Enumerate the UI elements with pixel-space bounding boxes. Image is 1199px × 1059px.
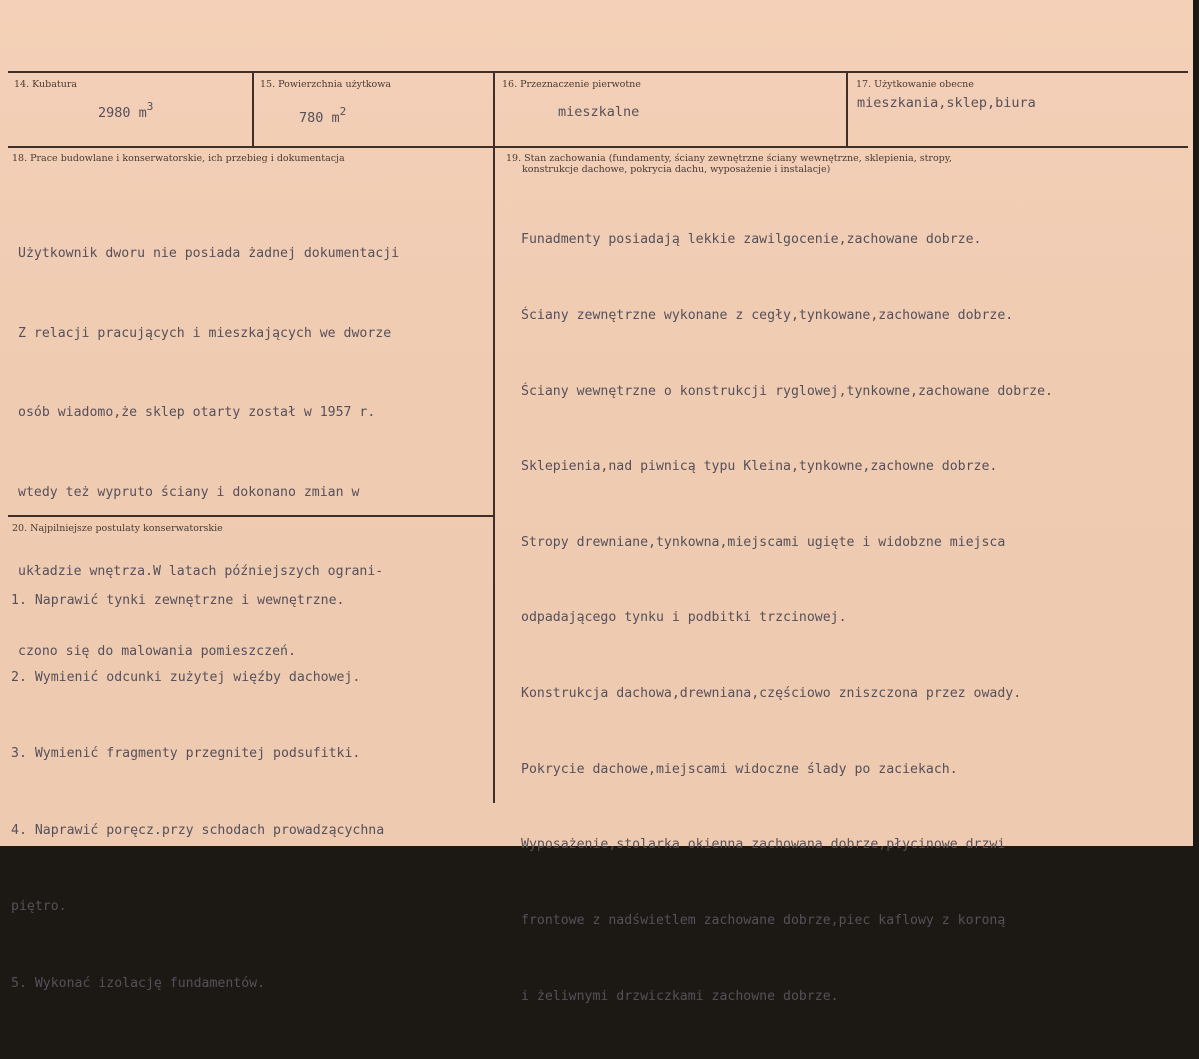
field-19-label-line-1: 19. Stan zachowania (fundamenty, ściany zewnętrzne ściany wewnętrzne, sklepienia, stropy, [506, 153, 952, 164]
top-rule [8, 71, 1188, 73]
field-14-value [98, 100, 153, 121]
field-20-line: 3. Wymienić fragmenty przegnitej podsufitki. [11, 746, 361, 761]
field-19-line: Konstrukcja dachowa,drewniana,częściowo zniszczona przez owady. [521, 686, 1022, 702]
field-19-line: Stropy drewniane,tynkowna,miejscami ugięte i widobzne miejsca [521, 534, 1006, 550]
field-20-line: 2. Wymienić odcunki zużytej więźby dachowej. [11, 669, 361, 685]
field-18-line: czono się do malowania pomieszczeń. [18, 643, 296, 659]
field-19-line: Sklepienia,nad piwnicą typu Kleina,tynkowne,zachowne dobrze. [521, 459, 998, 475]
row-divider [8, 146, 1188, 148]
field-15-number: 780 m [299, 110, 340, 126]
field-19-line: Wyposażenie,stolarka okienna zachowana dobrze,płycinowe drzwi [521, 837, 1006, 853]
col-divider-16-17 [846, 72, 848, 147]
field-17-label: 17. Użytkowanie obecne [856, 79, 974, 90]
field-18-label: 18. Prace budowlane i konserwatorskie, ich przebieg i dokumentacja [12, 153, 345, 164]
field-16-label: 16. Przeznaczenie pierwotne [502, 79, 641, 90]
field-15-value [299, 105, 346, 126]
field-19-line: frontowe z nadświetlem zachowane dobrze,piec kaflowy z koroną [521, 912, 1006, 928]
field-19-line: Pokrycie dachowe,miejscami widoczne ślady po zaciekach. [521, 761, 958, 777]
field-14-unit-superscript: 3 [146, 100, 154, 113]
field-18-line: wtedy też wypruto ściany i dokonano zmian w [18, 484, 360, 500]
field-19-line: Ściany wewnętrzne o konstrukcji ryglowej,tynkowne,zachowane dobrze. [521, 383, 1053, 399]
field-20-line: piętro. [11, 899, 67, 914]
field-18-line: Użytkownik dworu nie posiada żadnej dokumentacji [18, 246, 400, 261]
field-18-line: układzie wnętrza.W latach późniejszych ograni- [18, 564, 384, 579]
field-19-line: i żeliwnymi drzwiczkami zachowne dobrze. [521, 988, 839, 1004]
field-14-number: 2980 m [98, 105, 147, 121]
field-20-text [11, 537, 384, 1047]
field-18-line: Z relacji pracujących i mieszkających we dworze [18, 325, 392, 341]
field-19-line: Funadmenty posiadają lekkie zawilgocenie,zachowane dobrze. [521, 232, 982, 248]
field-20-label: 20. Najpilniejsze postulaty konserwatorskie [12, 523, 223, 534]
field-14-label: 14. Kubatura [14, 79, 78, 90]
field-20-line: 4. Naprawić poręcz.przy schodach prowadzącychna [11, 822, 385, 838]
field-19-text [521, 177, 1053, 1059]
field-19-label [506, 153, 952, 175]
field-15-unit-superscript: 2 [339, 105, 347, 118]
field-19-label-line-2: konstrukcje dachowe, pokrycia dachu, wyposażenie i instalacje) [522, 164, 831, 175]
field-20-line: 5. Wykonać izolację fundamentów. [11, 975, 266, 991]
field-19-line: Ściany zewnętrzne wykonane z cegły,tynkowane,zachowane dobrze. [521, 308, 1014, 324]
field-17-value: mieszkania,sklep,biura [857, 95, 1036, 111]
field-15-label: 15. Powierzchnia użytkowa [260, 79, 392, 90]
field-19-line: odpadającego tynku i podbitki trzcinowej. [521, 610, 847, 626]
field-16-value: mieszkalne [558, 104, 640, 120]
col-divider-15-16 [493, 72, 495, 803]
field-20-line: 1. Naprawić tynki zewnętrzne i wewnętrzne. [11, 593, 345, 608]
col-divider-14-15 [252, 72, 254, 147]
field-18-line: osób wiadomo,że sklep otarty został w 1957 r. [18, 405, 376, 420]
